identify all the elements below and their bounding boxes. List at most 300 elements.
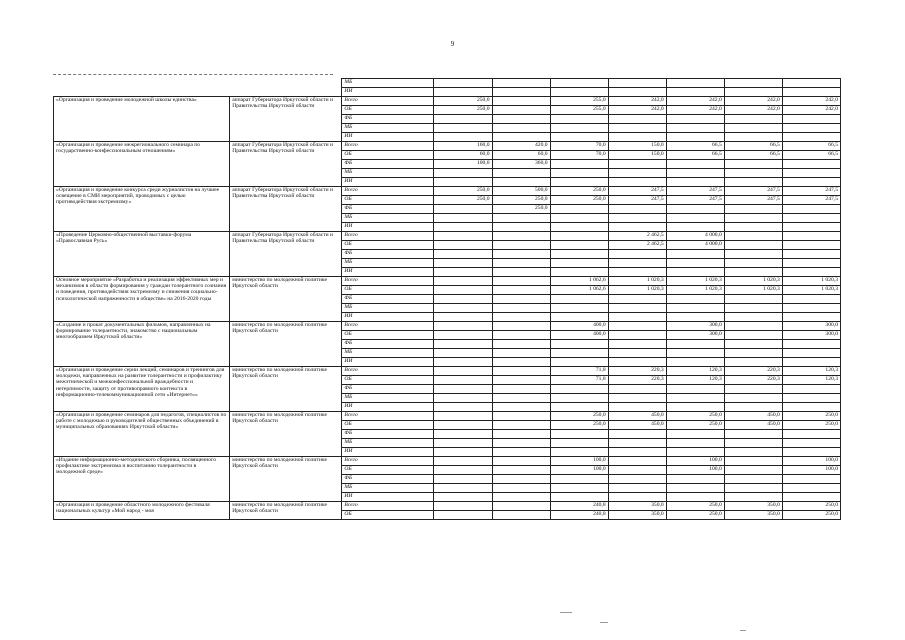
value-cell: 66,5 <box>666 142 724 151</box>
value-cell <box>608 340 666 349</box>
value-cell <box>724 466 782 475</box>
value-cell <box>608 439 666 448</box>
value-cell <box>434 430 492 439</box>
value-cell <box>434 349 492 358</box>
value-cell <box>492 124 550 133</box>
value-cell <box>434 124 492 133</box>
value-cell <box>666 160 724 169</box>
value-cell <box>782 493 840 502</box>
funding-source-cell: ОБ <box>342 151 434 160</box>
value-cell <box>724 295 782 304</box>
value-cell: 250,0 <box>492 205 550 214</box>
value-cell <box>724 394 782 403</box>
value-cell: 100,0 <box>550 457 608 466</box>
value-cell <box>782 214 840 223</box>
value-cell <box>492 88 550 97</box>
value-cell <box>724 313 782 322</box>
value-cell <box>608 169 666 178</box>
scan-artifact <box>560 612 572 613</box>
value-cell <box>492 133 550 142</box>
value-cell <box>724 358 782 367</box>
value-cell: 2 462,5 <box>608 241 666 250</box>
funding-source-cell: ФБ <box>342 385 434 394</box>
value-cell <box>608 313 666 322</box>
value-cell: 242,0 <box>724 97 782 106</box>
value-cell: 1 020,3 <box>724 286 782 295</box>
value-cell <box>492 376 550 385</box>
value-cell: 250,0 <box>782 511 840 520</box>
value-cell <box>608 484 666 493</box>
value-cell: 1 020,3 <box>666 277 724 286</box>
value-cell: 247,5 <box>724 187 782 196</box>
value-cell: 247,5 <box>724 196 782 205</box>
value-cell <box>434 259 492 268</box>
measure-name-cell: «Организация и проведение серии лекций, семинаров и тренингов для молодежи, направленных на развитие толерантности и профилактику межэтнической и межконфессиональной враждебности и нетерпимости, защиту от противоправного контекста в информационно-телекоммуникационной сети «Интернет»» <box>54 367 230 412</box>
table-row <box>54 187 841 196</box>
funding-source-cell: ОБ <box>342 376 434 385</box>
value-cell: 420,0 <box>492 142 550 151</box>
value-cell <box>434 412 492 421</box>
value-cell <box>550 169 608 178</box>
value-cell: 220,3 <box>724 376 782 385</box>
value-cell <box>492 79 550 88</box>
value-cell: 250,0 <box>666 412 724 421</box>
value-cell <box>782 88 840 97</box>
funding-source-cell: ФБ <box>342 295 434 304</box>
value-cell <box>608 448 666 457</box>
table-row <box>54 502 841 511</box>
value-cell: 450,0 <box>608 412 666 421</box>
value-cell <box>666 214 724 223</box>
value-cell <box>782 439 840 448</box>
value-cell: 66,5 <box>782 151 840 160</box>
value-cell: 250,0 <box>492 196 550 205</box>
value-cell <box>666 484 724 493</box>
value-cell <box>434 475 492 484</box>
executor-cell: аппарат Губернатора Иркутской области и Правительства Иркутской области <box>230 142 342 187</box>
executor-cell: министерство по молодежной политике Иркутской области <box>230 502 342 520</box>
value-cell <box>434 376 492 385</box>
value-cell <box>492 331 550 340</box>
value-cell <box>492 286 550 295</box>
value-cell: 250,0 <box>434 97 492 106</box>
value-cell <box>608 493 666 502</box>
value-cell <box>492 403 550 412</box>
value-cell <box>434 511 492 520</box>
value-cell <box>782 241 840 250</box>
value-cell <box>724 241 782 250</box>
value-cell <box>666 250 724 259</box>
value-cell <box>608 259 666 268</box>
value-cell <box>724 475 782 484</box>
value-cell: 450,0 <box>724 412 782 421</box>
value-cell <box>434 169 492 178</box>
measure-name-cell: «Организация и проведение семинаров для педагогов, специалистов по работе с молодежью и руководителей общественных объединений в муниципальных образованиях Иркутской области» <box>54 412 230 457</box>
value-cell <box>434 466 492 475</box>
executor-cell: аппарат Губернатора Иркутской области и Правительства Иркутской области <box>230 232 342 277</box>
value-cell <box>666 304 724 313</box>
value-cell <box>724 133 782 142</box>
value-cell: 1 020,3 <box>724 277 782 286</box>
funding-source-cell: Всего <box>342 187 434 196</box>
value-cell <box>724 250 782 259</box>
value-cell <box>608 349 666 358</box>
value-cell: 66,5 <box>666 151 724 160</box>
value-cell <box>724 304 782 313</box>
measure-name-cell: «Проведение Церковно-общественной выставки-форума «Православная Русь» <box>54 232 230 277</box>
value-cell: 1 020,3 <box>608 286 666 295</box>
value-cell <box>492 457 550 466</box>
value-cell: 4 000,0 <box>666 241 724 250</box>
value-cell <box>724 205 782 214</box>
value-cell: 220,3 <box>724 367 782 376</box>
value-cell <box>434 484 492 493</box>
value-cell <box>608 115 666 124</box>
value-cell: 242,0 <box>608 106 666 115</box>
value-cell <box>666 268 724 277</box>
value-cell <box>724 484 782 493</box>
value-cell: 71,8 <box>550 376 608 385</box>
value-cell <box>666 340 724 349</box>
funding-source-cell: ФБ <box>342 430 434 439</box>
value-cell <box>550 88 608 97</box>
value-cell <box>666 259 724 268</box>
value-cell <box>666 448 724 457</box>
funding-source-cell: МБ <box>342 304 434 313</box>
value-cell <box>782 250 840 259</box>
funding-source-cell: ФБ <box>342 340 434 349</box>
value-cell: 60,0 <box>434 151 492 160</box>
value-cell: 150,0 <box>608 142 666 151</box>
funding-source-cell: ОБ <box>342 421 434 430</box>
measure-name-cell: «Создание и прокат документальных фильмов, направленных на формирование толерантности, знакомство с национальным многообразием Иркутской области» <box>54 322 230 367</box>
value-cell <box>724 385 782 394</box>
scan-artifact <box>600 622 608 623</box>
measure-name-cell: «Издание информационно-методического сборника, посвященного профилактике экстремизма и воспитанию толерантности в молодежной среде» <box>54 457 230 502</box>
value-cell: 240,8 <box>550 511 608 520</box>
table-row <box>54 277 841 286</box>
funding-source-cell: ИИ <box>342 88 434 97</box>
value-cell <box>434 115 492 124</box>
funding-source-cell: ОБ <box>342 286 434 295</box>
value-cell <box>492 250 550 259</box>
value-cell: 70,0 <box>550 142 608 151</box>
value-cell: 66,5 <box>782 142 840 151</box>
value-cell: 250,0 <box>782 421 840 430</box>
value-cell <box>782 124 840 133</box>
funding-source-cell: МБ <box>342 214 434 223</box>
value-cell <box>492 304 550 313</box>
table-row <box>54 412 841 421</box>
value-cell <box>550 358 608 367</box>
empty-cell <box>54 88 342 97</box>
value-cell <box>782 205 840 214</box>
funding-source-cell: МБ <box>342 394 434 403</box>
value-cell <box>608 394 666 403</box>
executor-cell: министерство по молодежной политике Иркутской области <box>230 367 342 412</box>
value-cell <box>492 466 550 475</box>
page-number: 9 <box>450 40 455 48</box>
table-row <box>54 322 841 331</box>
value-cell <box>492 241 550 250</box>
value-cell: 250,0 <box>666 421 724 430</box>
funding-source-cell: ИИ <box>342 268 434 277</box>
value-cell <box>666 295 724 304</box>
value-cell: 100,0 <box>666 457 724 466</box>
value-cell <box>782 385 840 394</box>
value-cell <box>550 214 608 223</box>
continuation-line <box>53 74 333 76</box>
value-cell <box>782 115 840 124</box>
funding-source-cell: ФБ <box>342 160 434 169</box>
value-cell <box>434 457 492 466</box>
value-cell <box>492 295 550 304</box>
value-cell <box>782 394 840 403</box>
value-cell <box>666 178 724 187</box>
value-cell <box>550 403 608 412</box>
value-cell: 400,0 <box>550 331 608 340</box>
funding-source-cell: МБ <box>342 439 434 448</box>
value-cell: 1 020,3 <box>666 286 724 295</box>
value-cell <box>492 106 550 115</box>
funding-source-cell: ИИ <box>342 448 434 457</box>
value-cell <box>724 214 782 223</box>
value-cell <box>608 268 666 277</box>
value-cell: 160,0 <box>434 142 492 151</box>
value-cell: 250,0 <box>550 196 608 205</box>
value-cell <box>550 448 608 457</box>
funding-source-cell: Всего <box>342 367 434 376</box>
value-cell: 247,5 <box>782 187 840 196</box>
funding-source-cell: ИИ <box>342 133 434 142</box>
value-cell: 100,0 <box>782 466 840 475</box>
value-cell <box>434 88 492 97</box>
value-cell: 220,3 <box>608 367 666 376</box>
value-cell <box>434 286 492 295</box>
value-cell: 70,0 <box>550 151 608 160</box>
value-cell: 1 020,3 <box>782 277 840 286</box>
value-cell <box>782 133 840 142</box>
value-cell <box>492 421 550 430</box>
value-cell <box>724 88 782 97</box>
value-cell <box>550 484 608 493</box>
value-cell <box>666 394 724 403</box>
value-cell <box>550 295 608 304</box>
value-cell: 100,0 <box>782 457 840 466</box>
table-row <box>54 142 841 151</box>
value-cell <box>492 430 550 439</box>
empty-cell <box>54 79 342 88</box>
value-cell <box>608 403 666 412</box>
value-cell <box>782 448 840 457</box>
value-cell: 247,5 <box>666 196 724 205</box>
value-cell <box>724 124 782 133</box>
funding-source-cell: МБ <box>342 484 434 493</box>
value-cell <box>434 232 492 241</box>
value-cell <box>550 349 608 358</box>
value-cell <box>550 223 608 232</box>
table-row <box>54 88 841 97</box>
value-cell: 250,0 <box>550 187 608 196</box>
value-cell <box>434 295 492 304</box>
funding-source-cell: МБ <box>342 124 434 133</box>
value-cell <box>666 403 724 412</box>
value-cell <box>666 124 724 133</box>
funding-source-cell: ОБ <box>342 106 434 115</box>
funding-source-cell: ИИ <box>342 493 434 502</box>
value-cell: 120,3 <box>666 367 724 376</box>
value-cell <box>782 295 840 304</box>
value-cell <box>434 241 492 250</box>
value-cell <box>492 412 550 421</box>
funding-source-cell: ФБ <box>342 475 434 484</box>
value-cell <box>724 331 782 340</box>
value-cell <box>550 493 608 502</box>
value-cell <box>492 358 550 367</box>
value-cell <box>492 214 550 223</box>
value-cell <box>434 421 492 430</box>
measure-name-cell: «Организация и проведение межрегионального семинара по государственно-конфессиональным отношениям» <box>54 142 230 187</box>
value-cell <box>550 259 608 268</box>
value-cell: 350,0 <box>724 502 782 511</box>
value-cell <box>492 493 550 502</box>
funding-source-cell: ФБ <box>342 115 434 124</box>
value-cell <box>434 385 492 394</box>
value-cell <box>724 457 782 466</box>
value-cell <box>492 277 550 286</box>
value-cell <box>434 439 492 448</box>
value-cell <box>492 349 550 358</box>
value-cell: 350,0 <box>608 502 666 511</box>
value-cell <box>550 268 608 277</box>
value-cell <box>434 493 492 502</box>
value-cell: 247,5 <box>666 187 724 196</box>
funding-source-cell: Всего <box>342 97 434 106</box>
executor-cell: министерство по молодежной политике Иркутской области <box>230 277 342 322</box>
value-cell: 100,0 <box>666 466 724 475</box>
value-cell: 500,0 <box>492 187 550 196</box>
value-cell: 242,0 <box>608 97 666 106</box>
value-cell <box>550 475 608 484</box>
value-cell: 242,0 <box>666 106 724 115</box>
value-cell <box>550 115 608 124</box>
funding-source-cell: Всего <box>342 502 434 511</box>
value-cell: 242,0 <box>782 97 840 106</box>
value-cell <box>492 115 550 124</box>
value-cell <box>666 349 724 358</box>
funding-source-cell: ОБ <box>342 511 434 520</box>
value-cell <box>434 250 492 259</box>
value-cell <box>724 115 782 124</box>
value-cell <box>492 448 550 457</box>
executor-cell: министерство по молодежной политике Иркутской области <box>230 322 342 367</box>
value-cell <box>434 268 492 277</box>
value-cell <box>550 124 608 133</box>
value-cell <box>608 160 666 169</box>
funding-source-cell: ИИ <box>342 358 434 367</box>
value-cell <box>492 259 550 268</box>
value-cell <box>782 169 840 178</box>
funding-source-cell: Всего <box>342 457 434 466</box>
value-cell: 247,5 <box>608 196 666 205</box>
value-cell: 255,0 <box>550 106 608 115</box>
value-cell: 100,0 <box>434 160 492 169</box>
value-cell <box>550 160 608 169</box>
value-cell: 100,0 <box>550 466 608 475</box>
value-cell <box>492 223 550 232</box>
value-cell <box>782 160 840 169</box>
value-cell <box>782 349 840 358</box>
executor-cell: аппарат Губернатора Иркутской области и Правительства Иркутской области <box>230 187 342 232</box>
funding-source-cell: МБ <box>342 79 434 88</box>
value-cell <box>492 178 550 187</box>
funding-source-cell: ФБ <box>342 250 434 259</box>
value-cell <box>782 340 840 349</box>
table-row <box>54 457 841 466</box>
value-cell <box>666 79 724 88</box>
value-cell <box>492 322 550 331</box>
funding-source-cell: Всего <box>342 142 434 151</box>
budget-table-sheet <box>53 78 841 520</box>
value-cell <box>608 295 666 304</box>
value-cell <box>550 439 608 448</box>
value-cell <box>782 484 840 493</box>
value-cell <box>492 367 550 376</box>
value-cell <box>666 430 724 439</box>
value-cell: 360,0 <box>492 160 550 169</box>
table-row <box>54 79 841 88</box>
value-cell <box>492 232 550 241</box>
value-cell <box>724 349 782 358</box>
funding-source-cell: ИИ <box>342 403 434 412</box>
funding-source-cell: Всего <box>342 322 434 331</box>
table-row <box>54 232 841 241</box>
value-cell <box>608 223 666 232</box>
value-cell <box>550 385 608 394</box>
value-cell: 400,0 <box>550 322 608 331</box>
value-cell: 120,3 <box>782 376 840 385</box>
value-cell: 242,0 <box>724 106 782 115</box>
value-cell <box>782 475 840 484</box>
table-row <box>54 97 841 106</box>
value-cell <box>724 178 782 187</box>
value-cell: 1 020,3 <box>782 286 840 295</box>
value-cell <box>492 313 550 322</box>
value-cell <box>434 340 492 349</box>
value-cell <box>608 205 666 214</box>
value-cell <box>434 403 492 412</box>
value-cell: 1 020,3 <box>608 277 666 286</box>
value-cell <box>666 385 724 394</box>
value-cell: 250,0 <box>434 187 492 196</box>
value-cell <box>434 331 492 340</box>
value-cell: 250,0 <box>782 412 840 421</box>
value-cell <box>550 79 608 88</box>
value-cell <box>492 475 550 484</box>
value-cell: 250,0 <box>550 421 608 430</box>
value-cell <box>608 214 666 223</box>
value-cell <box>608 358 666 367</box>
value-cell: 250,0 <box>666 502 724 511</box>
value-cell: 350,0 <box>608 511 666 520</box>
funding-source-cell: ОБ <box>342 331 434 340</box>
value-cell <box>782 268 840 277</box>
value-cell <box>608 250 666 259</box>
value-cell <box>724 259 782 268</box>
funding-source-cell: Всего <box>342 232 434 241</box>
funding-source-cell: ИИ <box>342 223 434 232</box>
value-cell <box>550 205 608 214</box>
